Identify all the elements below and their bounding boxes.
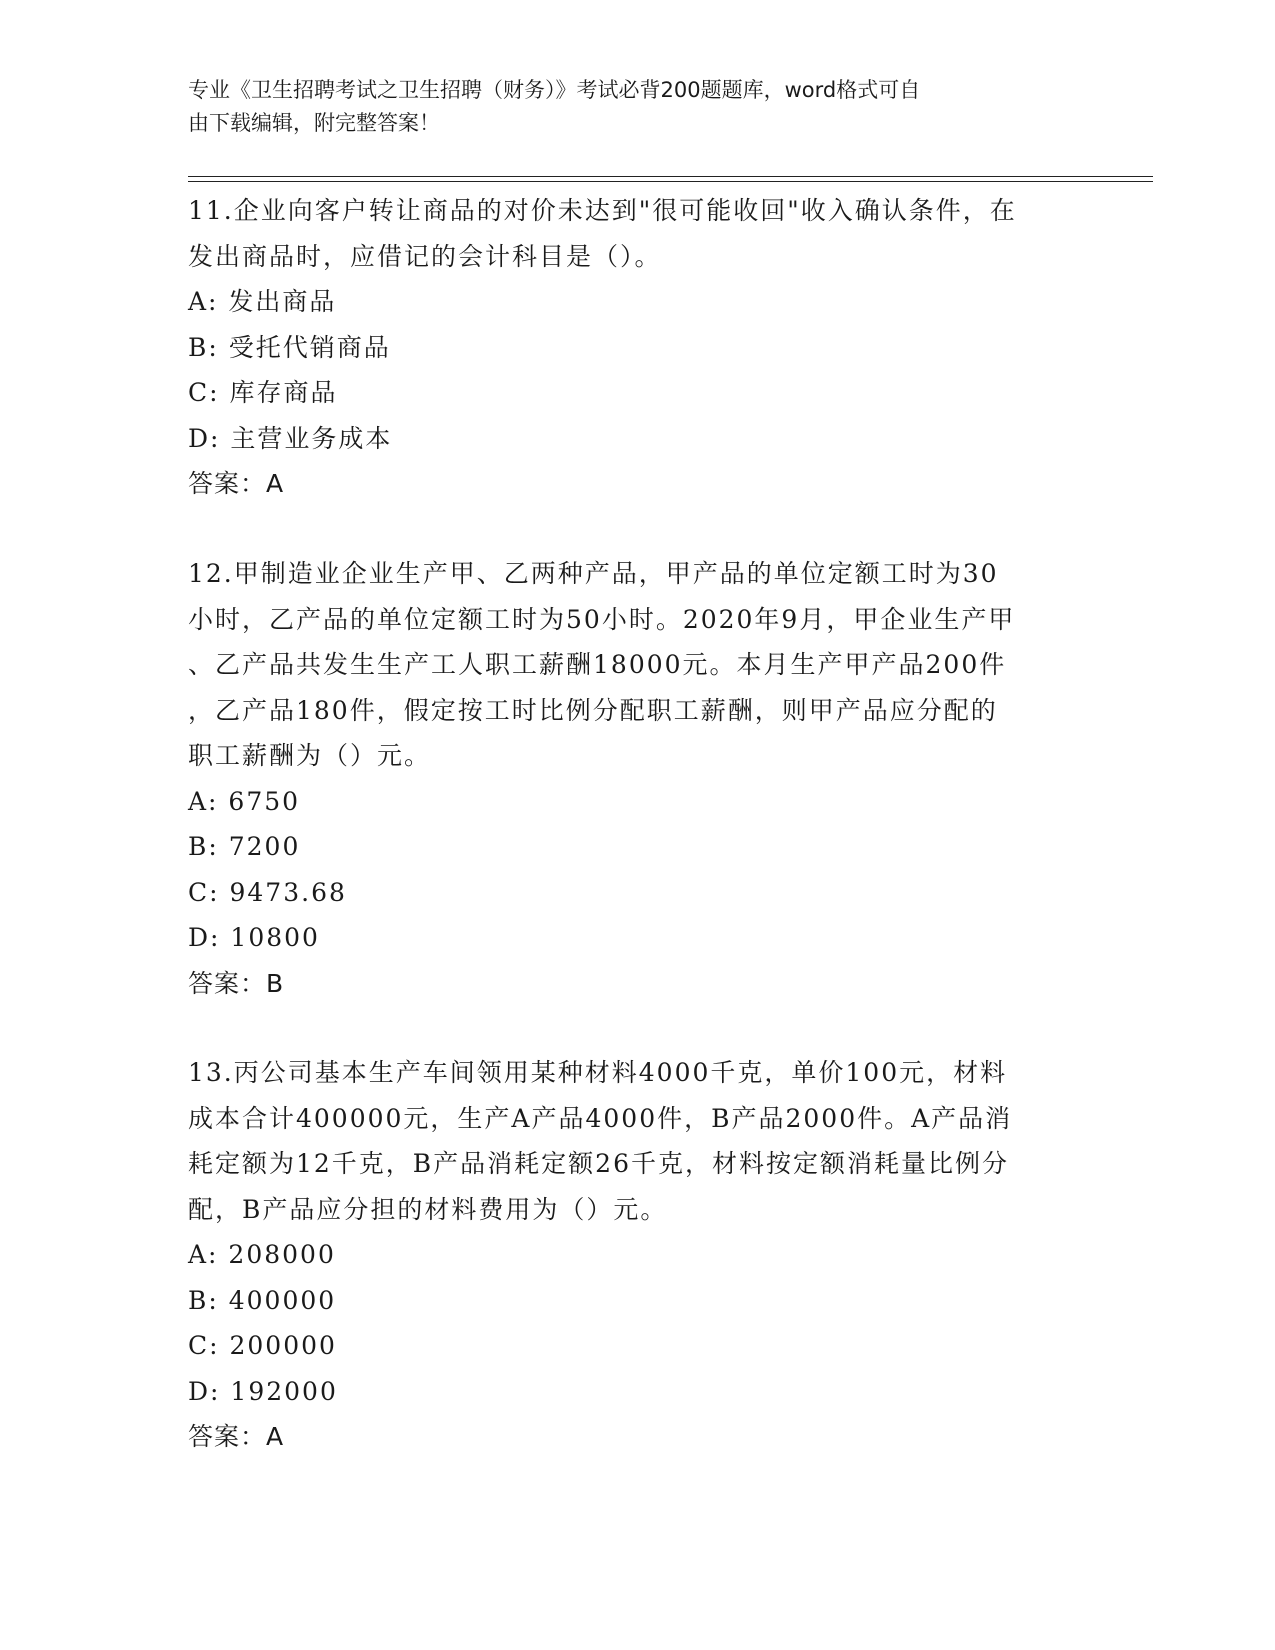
stem-line: 职工薪酬为（）元。 [188,741,432,770]
stem-line: 配，B产品应分担的材料费用为（）元。 [188,1194,668,1224]
answer: 答案：B [188,968,285,998]
option-d: D: 10800 [188,923,320,952]
option-c: C: 9473.68 [188,877,347,907]
option-b: B: 受托代销商品 [188,332,391,362]
question-12 [188,551,1088,1006]
header-intro-line-2: 由下载编辑，附完整答案！ [188,111,440,135]
option-d: D: 主营业务成本 [188,423,393,453]
stem-line: 12.甲制造业企业生产甲、乙两种产品，甲产品的单位定额工时为30 [188,559,999,588]
question-11 [188,188,1088,507]
stem-line: 13.丙公司基本生产车间领用某种材料4000千克，单价100元，材料 [188,1058,1008,1087]
option-a: A: 6750 [188,786,301,816]
question-stem [188,1050,1088,1232]
answer: 答案：A [188,469,285,498]
option-a: A: 208000 [188,1240,336,1269]
option-c: C: 200000 [188,1331,337,1360]
stem-line: 11.企业向客户转让商品的对价未达到"很可能收回"收入确认条件，在 [188,196,1017,225]
header-divider-top [188,176,1153,177]
option-b: B: 7200 [188,832,301,861]
stem-line: 发出商品时，应借记的会计科目是（）。 [188,241,662,271]
option-a: A: 发出商品 [188,287,337,316]
header-divider-bottom [188,181,1153,182]
stem-line: 、乙产品共发生生产工人职工薪酬18000元。本月生产甲产品200件 [188,650,1007,679]
option-c: C: 库存商品 [188,378,338,407]
stem-line: 成本合计400000元，生产A产品4000件，B产品2000件。A产品消 [188,1103,1013,1133]
question-stem [188,188,1088,279]
option-d: D: 192000 [188,1376,338,1406]
stem-line: ，乙产品180件，假定按工时比例分配职工薪酬，则甲产品应分配的 [188,695,998,725]
stem-line: 耗定额为12千克，B产品消耗定额26千克，材料按定额消耗量比例分 [188,1149,1009,1178]
question-13 [188,1050,1088,1460]
answer: 答案：A [188,1422,285,1451]
option-b: B: 400000 [188,1285,337,1315]
document-header [188,74,1068,140]
stem-line: 小时，乙产品的单位定额工时为50小时。2020年9月，甲企业生产甲 [188,604,1016,634]
question-stem [188,551,1088,779]
header-intro-line-1: 专业《卫生招聘考试之卫生招聘（财务）》考试必背200题题库，word格式可自 [188,78,921,102]
